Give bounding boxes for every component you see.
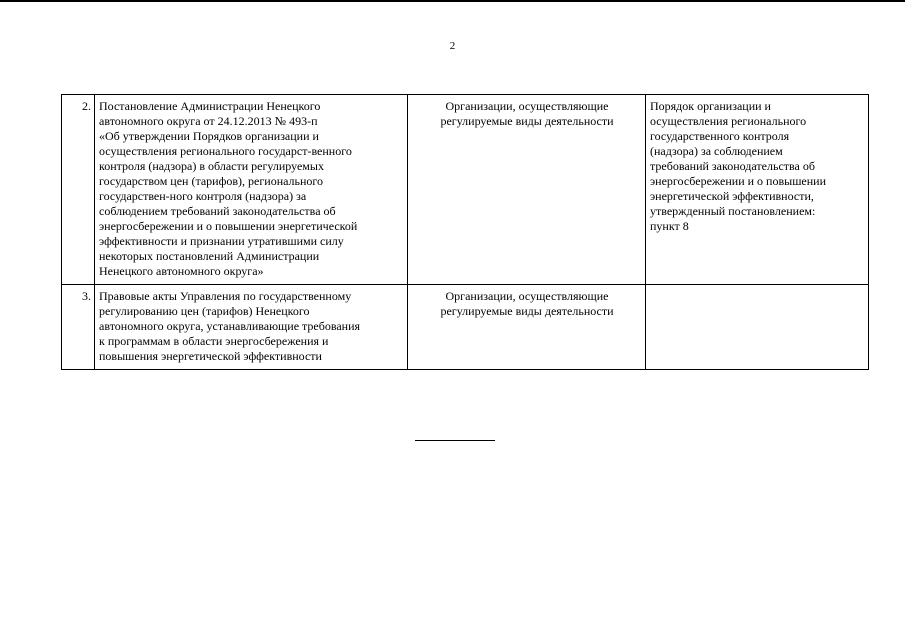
subjects-cell [408, 95, 646, 285]
end-of-document-rule [415, 440, 495, 441]
legal-act-text: Постановление Администрации Ненецкого автономного округа от 24.12.2013 № 493-п «Об утверждении Порядков организации и осуществления регионального государст-венного контроля (надзора) в области регулируемых государством цен (тарифов), регионального государствен-ного контроля (надзора) за соблюдением требований законодательства об энергосбережении и о повышении энергетической эффективности и признании утратившими силу некоторых постановлений Администрации Ненецкого автономного округа» [99, 99, 358, 278]
subjects-text: Организации, осуществляющие регулируемые виды деятельности [440, 289, 614, 318]
row-number: 3. [62, 285, 95, 370]
top-border-line [0, 0, 905, 2]
requirements-cell [646, 285, 869, 370]
page-number: 2 [449, 40, 456, 52]
subjects-cell [408, 285, 646, 370]
legal-act-cell [95, 285, 408, 370]
legal-acts-table [61, 94, 869, 370]
legal-act-cell [95, 95, 408, 285]
requirements-cell [646, 95, 869, 285]
subjects-text: Организации, осуществляющие регулируемые виды деятельности [440, 99, 614, 128]
table-row [62, 285, 869, 370]
table-row [62, 95, 869, 285]
row-number: 2. [62, 95, 95, 285]
legal-act-text: Правовые акты Управления по государственному регулированию цен (тарифов) Ненецкого автономного округа, устанавливающие требования к программам в области энергосбережения и повышения энергетической эффективности [99, 289, 361, 363]
requirements-text: Порядок организации и осуществления регионального государственного контроля (надзора) за соблюдением требований законодательства об энергосбережении и о повышении энергетической эффективности, утвержденный постановлением: пункт 8 [650, 99, 827, 233]
